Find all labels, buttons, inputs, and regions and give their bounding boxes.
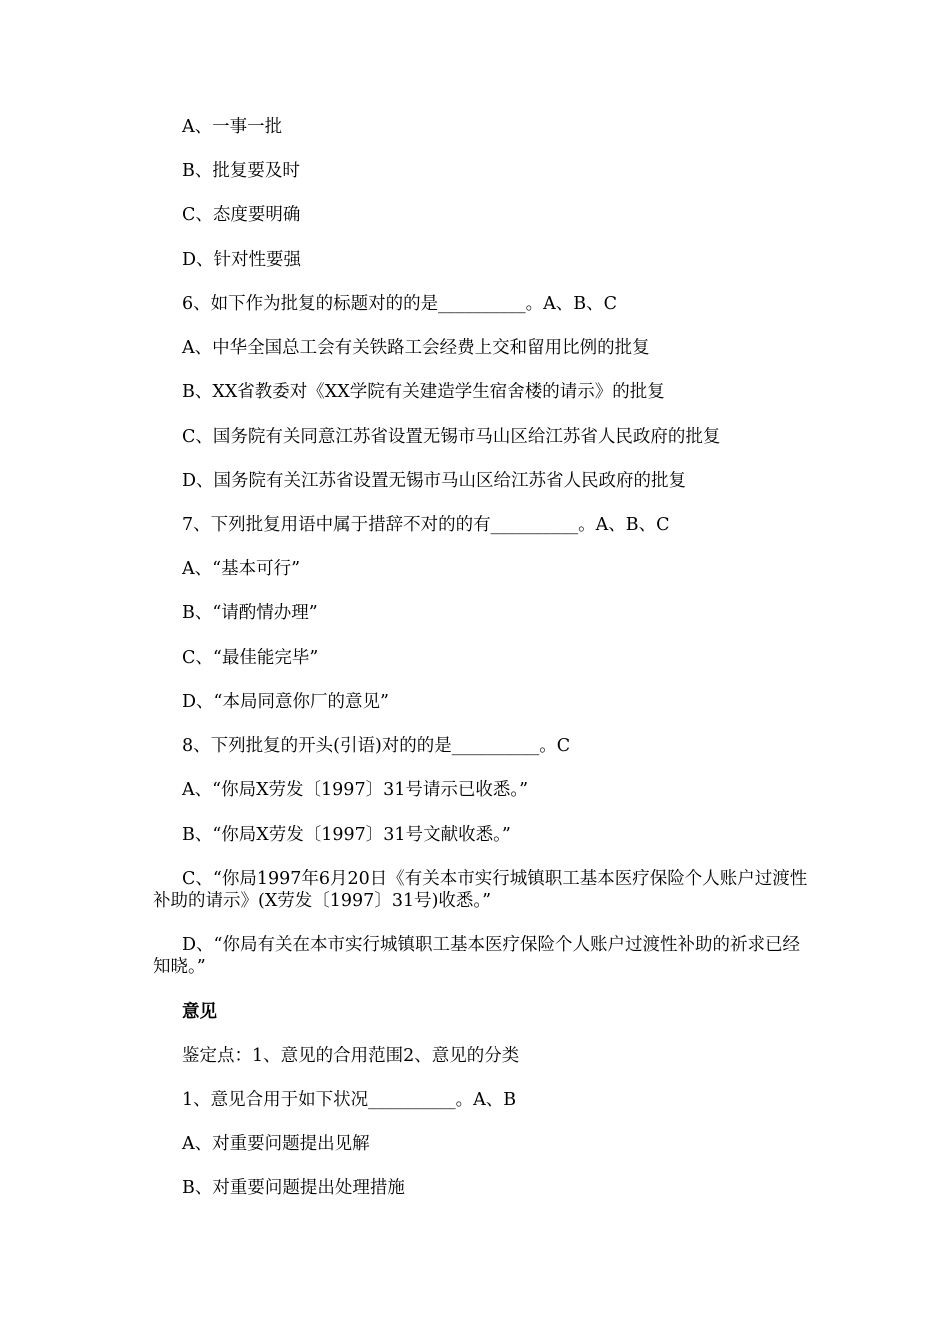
option-line: A、“你局X劳发〔1997〕31号请示已收悉。”	[182, 780, 529, 800]
option-paragraph: D、“你局有关在本市实行城镇职工基本医疗保险个人账户过渡性补助的祈求已经知晓。”	[153, 935, 800, 977]
option-line: A、“基本可行”	[182, 559, 301, 579]
option-line: B、对重要问题提出处理措施	[182, 1178, 405, 1198]
option-line: D、国务院有关江苏省设置无锡市马山区给江苏省人民政府的批复	[182, 471, 687, 491]
section-title: 意见	[182, 1002, 217, 1022]
option-line: B、XX省教委对《XX学院有关建造学生宿舍楼的请示》的批复	[182, 382, 665, 402]
option-line: D、针对性要强	[182, 250, 302, 270]
option-line: A、中华全国总工会有关铁路工会经费上交和留用比例的批复	[182, 338, 650, 358]
question-line: 6、如下作为批复的标题对的的是__________。A、B、C	[182, 294, 618, 314]
option-paragraph: C、“你局1997年6月20日《有关本市实行城镇职工基本医疗保险个人账户过渡性补助的请示》(X劳发〔1997〕31号)收悉。”	[153, 869, 808, 911]
option-line: A、对重要问题提出见解	[182, 1134, 370, 1154]
option-line: B、“请酌情办理”	[182, 603, 318, 623]
option-line: D、“本局同意你厂的意见”	[182, 692, 389, 712]
option-line: B、“你局X劳发〔1997〕31号文献收悉。”	[182, 825, 511, 845]
option-line: C、国务院有关同意江苏省设置无锡市马山区给江苏省人民政府的批复	[182, 427, 721, 447]
option-line: C、“最佳能完毕”	[182, 648, 319, 668]
option-line: A、一事一批	[182, 117, 283, 137]
option-line: B、批复要及时	[182, 161, 300, 181]
assessment-line: 鉴定点：1、意见的合用范围2、意见的分类	[182, 1046, 520, 1066]
question-line: 1、意见合用于如下状况__________。A、B	[182, 1090, 517, 1110]
option-line: C、态度要明确	[182, 205, 301, 225]
question-line: 8、下列批复的开头(引语)对的的是__________。C	[182, 736, 571, 756]
question-line: 7、下列批复用语中属于措辞不对的的有__________。A、B、C	[182, 515, 670, 535]
